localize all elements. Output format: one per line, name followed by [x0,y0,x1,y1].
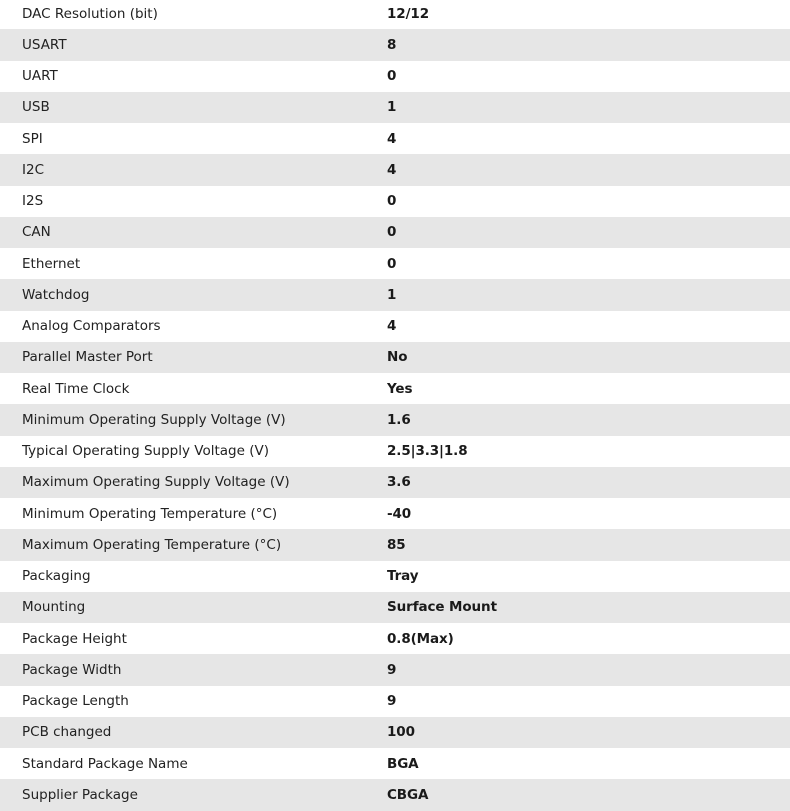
spec-value-cell: 100 [387,724,415,741]
spec-value-cell: Yes [387,380,413,397]
spec-value-cell: 4 [387,318,397,335]
spec-name-cell: Standard Package Name [22,755,188,772]
spec-value-cell: 9 [387,661,397,678]
table-row [0,217,790,248]
spec-value-cell: 2.5|3.3|1.8 [387,443,468,460]
table-row [0,248,790,279]
spec-name-cell: Packaging [22,568,91,585]
table-row [0,436,790,467]
spec-name-cell: Mounting [22,599,86,616]
spec-name-cell: Real Time Clock [22,380,130,397]
table-row [0,342,790,373]
spec-name-cell: Analog Comparators [22,318,161,335]
spec-name-cell: DAC Resolution (bit) [22,5,158,22]
spec-name-cell: SPI [22,130,43,147]
spec-value-cell: 4 [387,161,397,178]
table-row [0,311,790,342]
spec-name-cell: Maximum Operating Temperature (°C) [22,536,282,553]
spec-value-cell: 1 [387,99,397,116]
table-row [0,748,790,779]
spec-value-cell: No [387,349,408,366]
table-row [0,779,790,810]
spec-name-cell: CAN [22,224,51,241]
spec-value-cell: 0 [387,224,397,241]
table-row [0,717,790,748]
spec-name-cell: PCB changed [22,724,112,741]
spec-name-cell: Watchdog [22,286,90,303]
spec-value-cell: 1.6 [387,411,411,428]
table-row [0,0,790,29]
spec-value-cell: 8 [387,36,397,53]
spec-name-cell: Parallel Master Port [22,349,153,366]
spec-value-cell: -40 [387,505,412,522]
spec-value-cell: 0 [387,255,397,272]
table-row [0,373,790,404]
table-row [0,686,790,717]
spec-value-cell: CBGA [387,786,429,803]
spec-name-cell: USART [22,36,67,53]
spec-name-cell: Minimum Operating Temperature (°C) [22,505,278,522]
spec-name-cell: Typical Operating Supply Voltage (V) [22,443,269,460]
spec-value-cell: 1 [387,286,397,303]
spec-value-cell: Tray [387,568,419,585]
spec-name-cell: Package Length [22,693,129,710]
spec-value-cell: 0.8(Max) [387,630,454,647]
spec-value-cell: 0 [387,68,397,85]
table-row [0,154,790,185]
table-row [0,529,790,560]
spec-name-cell: Ethernet [22,255,81,272]
spec-value-cell: 12/12 [387,5,430,22]
spec-value-cell: BGA [387,755,419,772]
spec-value-cell: 0 [387,193,397,210]
table-row [0,404,790,435]
table-row [0,592,790,623]
spec-name-cell: Package Height [22,630,127,647]
spec-name-cell: USB [22,99,50,116]
table-row [0,279,790,310]
table-row [0,186,790,217]
spec-name-cell: I2C [22,161,44,178]
spec-name-cell: Minimum Operating Supply Voltage (V) [22,411,286,428]
spec-name-cell: I2S [22,193,44,210]
table-row [0,123,790,154]
spec-value-cell: 9 [387,693,397,710]
spec-name-cell: UART [22,68,58,85]
table-row [0,561,790,592]
spec-name-cell: Package Width [22,661,122,678]
table-row [0,654,790,685]
table-row [0,29,790,60]
spec-value-cell: 3.6 [387,474,411,491]
spec-name-cell: Maximum Operating Supply Voltage (V) [22,474,290,491]
table-row [0,61,790,92]
spec-value-cell: 4 [387,130,397,147]
spec-value-cell: Surface Mount [387,599,497,616]
table-row [0,467,790,498]
table-row [0,92,790,123]
table-row [0,623,790,654]
table-row [0,498,790,529]
spec-name-cell: Supplier Package [22,786,138,803]
spec-value-cell: 85 [387,536,406,553]
